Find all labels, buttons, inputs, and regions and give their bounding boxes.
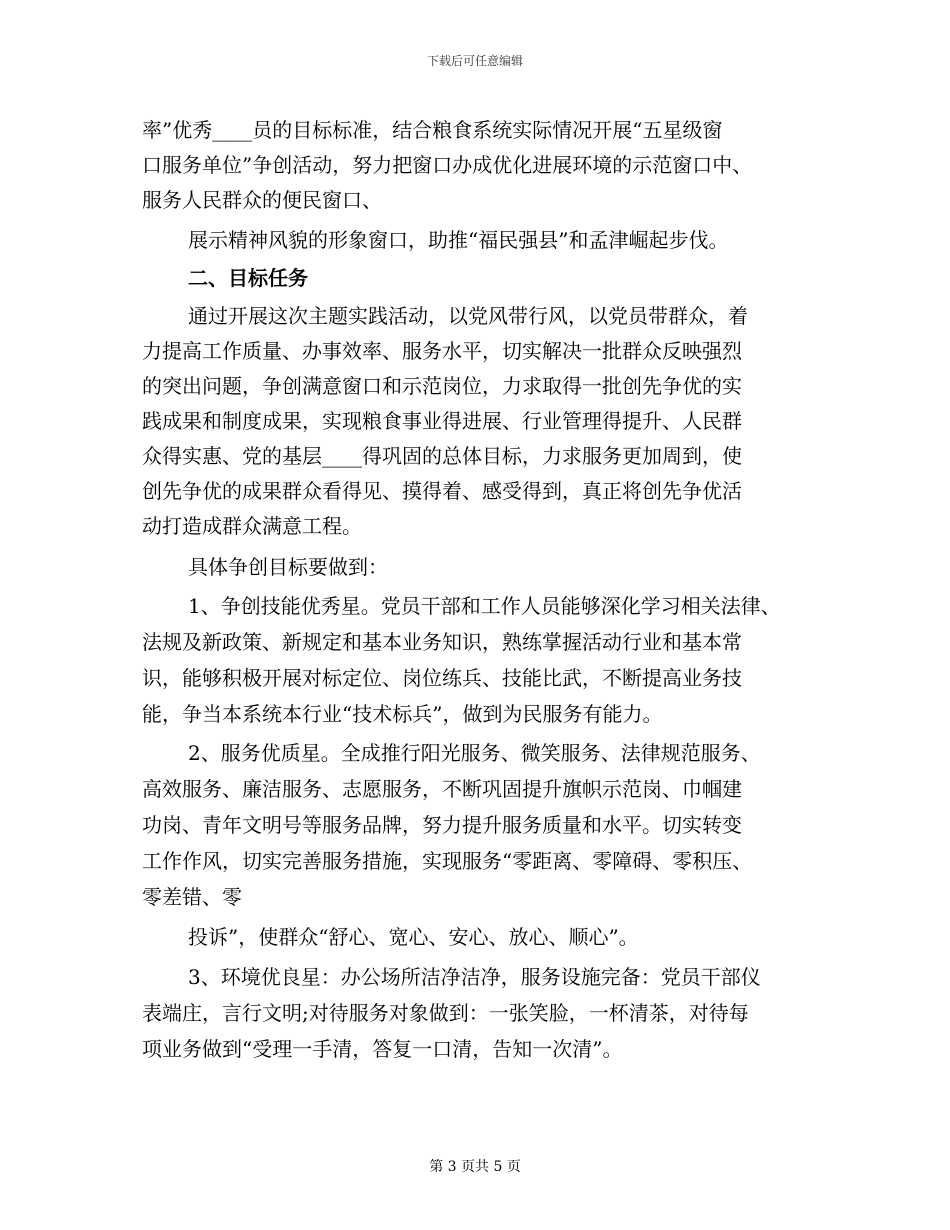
paragraph-line: 2、服务优质星。全成推行阳光服务、微笑服务、法律规范服务、 bbox=[188, 741, 761, 765]
section-heading: 二、目标任务 bbox=[188, 266, 308, 290]
paragraph-line: 零差错、零 bbox=[142, 885, 242, 909]
paragraph-line: 力提高工作质量、办事效率、服务水平，切实解决一批群众反映强烈 bbox=[142, 339, 742, 363]
paragraph-line: 服务人民群众的便民窗口、 bbox=[142, 188, 382, 212]
paragraph-line: 展示精神风貌的形象窗口，助推“福民强县”和孟津崛起步伐。 bbox=[188, 228, 729, 252]
paragraph-line: 创先争优的成果群众看得见、摸得着、感受得到，真正将创先争优活 bbox=[142, 479, 742, 503]
paragraph-line: 践成果和制度成果，实现粮食事业得进展、行业管理得提升、人民群 bbox=[142, 409, 742, 433]
paragraph-line: 法规及新政策、新规定和基本业务知识，熟练掌握活动行业和基本常 bbox=[142, 630, 742, 654]
paragraph-line: 众得实惠、党的基层____得巩固的总体目标，力求服务更加周到，使 bbox=[142, 444, 742, 468]
paragraph-line: 工作作风，切实完善服务措施，实现服务“零距离、零障碍、零积压、 bbox=[142, 849, 753, 873]
paragraph-line: 识，能够积极开展对标定位、岗位练兵、技能比武，不断提高业务技 bbox=[142, 666, 742, 690]
paragraph-line: 3、环境优良星：办公场所洁净洁净，服务设施完备：党员干部仪 bbox=[188, 965, 761, 989]
paragraph-line: 表端庄，言行文明;对待服务对象做到：一张笑脸，一杯清茶，对待每 bbox=[142, 1001, 749, 1025]
paragraph-line: 项业务做到“受理一手清，答复一口清，告知一次清”。 bbox=[142, 1037, 623, 1061]
paragraph-line: 能，争当本系统本行业“技术标兵”，做到为民服务有能力。 bbox=[142, 702, 663, 726]
paragraph-line: 1、争创技能优秀星。党员干部和工作人员能够深化学习相关法律、 bbox=[188, 594, 781, 618]
paragraph-line: 的突出问题，争创满意窗口和示范岗位，力求取得一批创先争优的实 bbox=[142, 374, 742, 398]
page-header: 下载后可任意编辑 bbox=[426, 54, 523, 68]
paragraph-line: 投诉”，使群众“舒心、宽心、安心、放心、顺心”。 bbox=[188, 925, 639, 949]
paragraph-line: 通过开展这次主题实践活动，以党风带行风，以党员带群众，着 bbox=[188, 304, 748, 328]
paragraph-line: 高效服务、廉洁服务、志愿服务，不断巩固提升旗帜示范岗、巾帼建 bbox=[142, 777, 742, 801]
paragraph-line: 具体争创目标要做到： bbox=[188, 555, 388, 579]
paragraph-line: 口服务单位”争创活动，努力把窗口办成优化进展环境的示范窗口中、 bbox=[142, 153, 753, 177]
paragraph-line: 功岗、青年文明号等服务品牌，努力提升服务质量和水平。切实转变 bbox=[142, 813, 742, 837]
paragraph-line: 动打造成群众满意工程。 bbox=[142, 514, 362, 538]
paragraph-line: 率”优秀____员的目标标准，结合粮食系统实际情况开展“五星级窗 bbox=[142, 118, 723, 142]
page-footer: 第 3 页共 5 页 bbox=[429, 1159, 521, 1175]
